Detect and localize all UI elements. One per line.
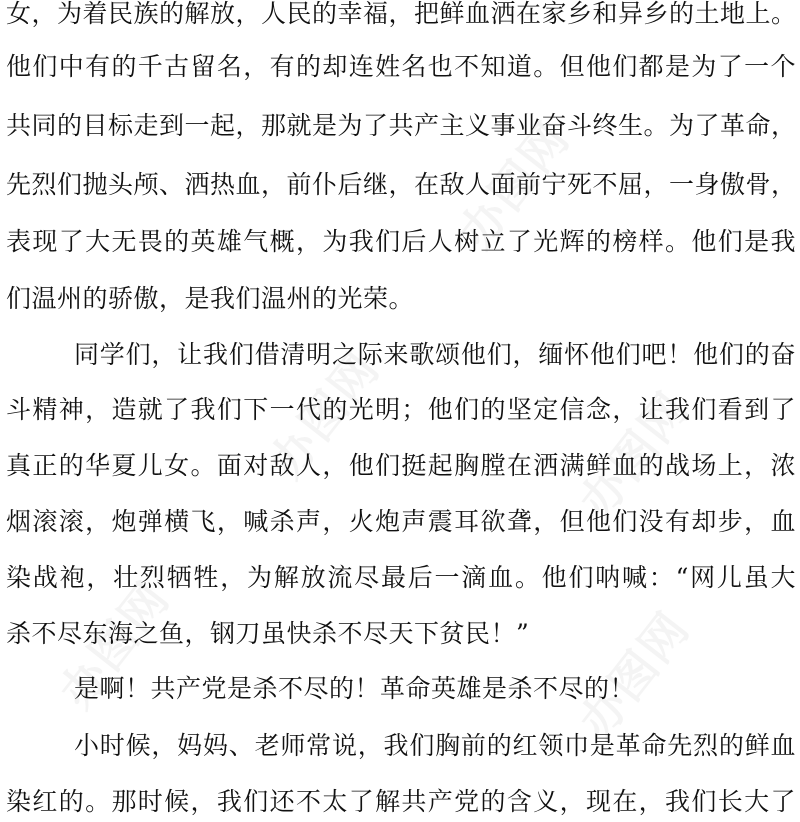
paragraph-first-line: 同学们，让我们借清明之际来歌颂他们，缅怀他们吧！他们的奋 — [74, 340, 796, 369]
text-line: 先烈们抛头颅、洒热血，前仆后继，在敌人面前宁死不屈，一身傲骨， — [6, 170, 797, 199]
text-line: 他们中有的千古留名，有的却连姓名也不知道。但他们都是为了一个 — [6, 52, 796, 81]
text-line: 染红的。那时候，我们还不太了解共产党的含义，现在，我们长大了 — [6, 787, 796, 816]
paragraph-first-line: 是啊！共产党是杀不尽的！革命英雄是杀不尽的！ — [74, 674, 636, 703]
text-line: 们温州的骄傲，是我们温州的光荣。 — [6, 284, 415, 313]
text-line: 杀不尽东海之鱼，钢刀虽快杀不尽天下贫民！” — [6, 619, 530, 648]
text-line: 染战袍，壮烈牺牲，为解放流尽最后一滴血。他们呐喊：“网儿虽大 — [6, 563, 796, 592]
text-line: 真正的华夏儿女。面对敌人，他们挺起胸膛在洒满鲜血的战场上，浓 — [6, 451, 796, 480]
text-line: 女，为着民族的解放，人民的幸福，把鲜血洒在家乡和异乡的土地上。 — [6, 0, 797, 28]
text-line: 表现了大无畏的英雄气概，为我们后人树立了光辉的榜样。他们是我 — [6, 227, 796, 256]
text-line: 斗精神，造就了我们下一代的光明；他们的坚定信念，让我们看到了 — [6, 395, 796, 424]
paragraph-first-line: 小时候，妈妈、老师常说，我们胸前的红领巾是革命先烈的鲜血 — [74, 731, 796, 760]
text-line: 共同的目标走到一起，那就是为了共产主义事业奋斗终生。为了革命， — [6, 111, 797, 140]
text-line: 烟滚滚，炮弹横飞，喊杀声，火炮声震耳欲聋，但他们没有却步，血 — [6, 507, 796, 536]
